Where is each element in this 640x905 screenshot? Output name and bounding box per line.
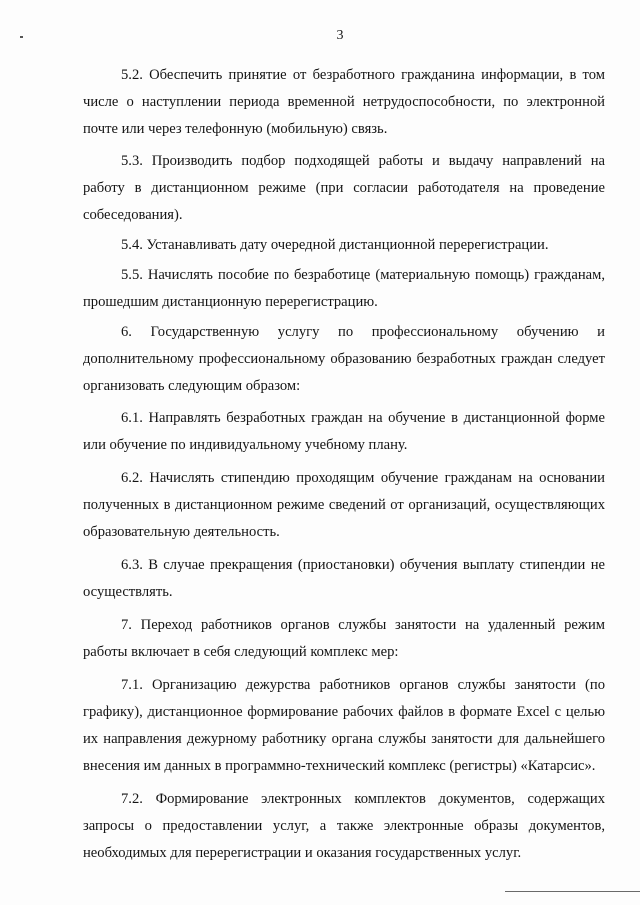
paragraph-6-1: 6.1. Направлять безработных граждан на обучение в дистанционной форме или обучение по индивидуальному учебному плану. [83,410,605,453]
paragraph-7: 7. Переход работников органов службы занятости на удаленный режим работы включает в себя следующий комплекс мер: [83,617,605,660]
paragraph-5-4: 5.4. Устанавливать дату очередной дистанционной перерегистрации. [121,237,549,253]
paragraph-5-5: 5.5. Начислять пособие по безработице (материальную помощь) гражданам, прошедшим дистанционную перерегистрацию. [83,267,605,310]
paragraph-7-1: 7.1. Организацию дежурства работников органов службы занятости (по графику), дистанционное формирование рабочих файлов в формате Excel с целью их направления дежурному работнику органа службы занятости для дальнейшего внесения им данных в программно-технический комплекс (регистры) «Катарсис». [83,677,605,774]
paragraph-6-3: 6.3. В случае прекращения (приостановки) обучения выплату стипендии не осуществлять. [83,557,605,600]
paragraph-7-2: 7.2. Формирование электронных комплектов документов, содержащих запросы о предоставлении услуг, а также электронные образы документов, необходимых для перерегистрации и оказания государственных услуг. [83,791,605,861]
page-number: 3 [336,28,344,43]
paragraph-6-2: 6.2. Начислять стипендию проходящим обучение гражданам на основании полученных в дистанционном режиме сведений от организаций, осуществляющих образовательную деятельность. [83,470,605,540]
paragraph-5-3: 5.3. Производить подбор подходящей работы и выдачу направлений на работу в дистанционном режиме (при согласии работодателя на проведение собеседования). [83,153,605,223]
footer-line [505,891,640,892]
paragraph-6: 6. Государственную услугу по профессиональному обучению и дополнительному профессиональному образованию безработных граждан следует организовать следующим образом: [83,324,605,394]
document-body [83,62,605,867]
paragraph-5-2: 5.2. Обеспечить принятие от безработного гражданина информации, в том числе о наступлении периода временной нетрудоспособности, по электронной почте или через телефонную (мобильную) связь. [83,67,605,137]
